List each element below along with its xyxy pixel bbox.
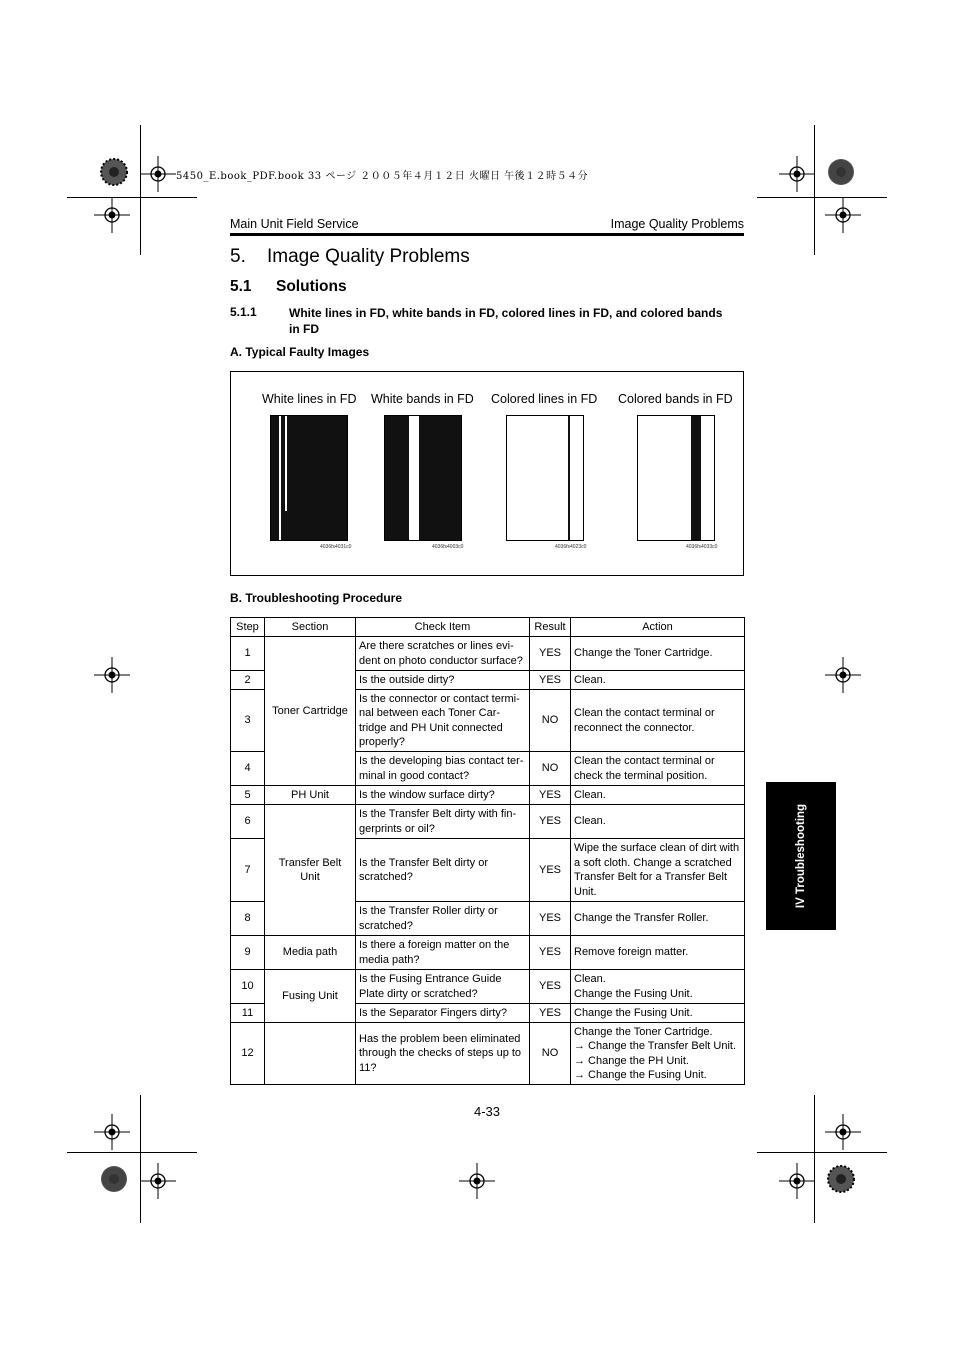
step-cell: 5: [231, 786, 265, 805]
section-heading: [230, 278, 347, 296]
registration-mark-icon: [94, 1114, 130, 1150]
heading-title: Image Quality Problems: [267, 246, 470, 267]
column-header: Step: [231, 618, 265, 637]
starburst-target-icon: [827, 1165, 855, 1193]
figure-code: 4036fs4033c0: [686, 544, 718, 550]
action-cell: Change the Transfer Roller.: [571, 902, 745, 936]
step-cell: 1: [231, 637, 265, 671]
running-header-right: Image Quality Problems: [610, 217, 744, 231]
registration-mark-icon: [779, 156, 815, 192]
white-bands-sample-image: [384, 415, 462, 541]
check-item-cell: Is the Separator Fingers dirty?: [356, 1004, 530, 1023]
column-header: Action: [571, 618, 745, 637]
action-line: Change the Toner Cartridge.: [574, 1025, 713, 1038]
check-item-cell: Is the Fusing Entrance Guide Plate dirty or scratched?: [356, 970, 530, 1004]
action-cell: Clean.: [571, 805, 745, 839]
check-item-cell: Is there a foreign matter on the media path?: [356, 936, 530, 970]
table-row: [231, 786, 745, 805]
step-cell: 8: [231, 902, 265, 936]
colored-lines-sample-image: [506, 415, 584, 541]
result-cell: YES: [530, 805, 571, 839]
step-cell: 12: [231, 1023, 265, 1085]
registration-mark-icon: [779, 1163, 815, 1199]
step-cell: 7: [231, 839, 265, 902]
colored-bands-sample-image: [637, 415, 715, 541]
table-row: [231, 970, 745, 1004]
crop-mark: [67, 197, 197, 198]
chapter-heading: [230, 246, 470, 268]
faulty-images-figure: [230, 371, 744, 576]
registration-mark-icon: [825, 197, 861, 233]
heading-number: 5.1: [230, 278, 252, 295]
column-header: Section: [265, 618, 356, 637]
action-line: → Change the Transfer Belt Unit.: [574, 1040, 737, 1052]
troubleshooting-table: [230, 617, 745, 1085]
figure-label-white-bands: White bands in FD: [371, 392, 474, 406]
result-cell: NO: [530, 1023, 571, 1085]
table-row: [231, 1023, 745, 1085]
step-cell: 3: [231, 690, 265, 752]
crop-mark: [814, 1095, 815, 1223]
white-lines-sample-image: [270, 415, 348, 541]
crop-mark: [140, 1095, 141, 1223]
check-item-cell: Is the developing bias contact ter-minal in good contact?: [356, 752, 530, 786]
heading-title: Solutions: [276, 278, 347, 295]
action-cell: Change the Fusing Unit.: [571, 1004, 745, 1023]
result-cell: YES: [530, 902, 571, 936]
action-cell: Change the Toner Cartridge.: [571, 637, 745, 671]
registration-mark-icon: [140, 1163, 176, 1199]
chapter-side-tab[interactable]: [766, 782, 836, 930]
step-cell: 10: [231, 970, 265, 1004]
action-line: Clean.: [574, 973, 606, 985]
step-cell: 6: [231, 805, 265, 839]
section-a-title: A. Typical Faulty Images: [230, 345, 370, 359]
result-cell: YES: [530, 637, 571, 671]
check-item-cell: Is the window surface dirty?: [356, 786, 530, 805]
figure-label-white-lines: White lines in FD: [262, 392, 357, 406]
action-cell: [571, 1023, 745, 1085]
action-cell: Wipe the surface clean of dirt with a soft cloth. Change a scratched Transfer Belt for a Transfer Belt Unit.: [571, 839, 745, 902]
section-cell: Fusing Unit: [265, 970, 356, 1023]
action-line: Change the Fusing Unit.: [574, 987, 693, 1000]
figure-label-colored-bands: Colored bands in FD: [618, 392, 733, 406]
page-number: 4-33: [474, 1104, 501, 1119]
result-cell: YES: [530, 671, 571, 690]
heading-title: White lines in FD, white bands in FD, colored lines in FD, and colored bands in FD: [289, 306, 723, 336]
action-cell: Remove foreign matter.: [571, 936, 745, 970]
heading-number: 5.1.1: [230, 305, 257, 319]
registration-mark-icon: [825, 657, 861, 693]
step-cell: 9: [231, 936, 265, 970]
result-cell: YES: [530, 1004, 571, 1023]
section-cell: Media path: [265, 936, 356, 970]
result-cell: YES: [530, 970, 571, 1004]
action-cell: Clean.: [571, 786, 745, 805]
crop-mark: [757, 197, 887, 198]
registration-mark-icon: [825, 1114, 861, 1150]
check-item-cell: Has the problem been eliminated through the checks of steps up to 11?: [356, 1023, 530, 1085]
check-item-cell: Is the Transfer Roller dirty or scratched?: [356, 902, 530, 936]
table-row: [231, 936, 745, 970]
step-cell: 2: [231, 671, 265, 690]
crop-mark: [67, 1152, 197, 1153]
action-line: → Change the Fusing Unit.: [574, 1069, 707, 1081]
section-b-title: B. Troubleshooting Procedure: [230, 591, 403, 605]
starburst-target-icon: [100, 158, 128, 186]
action-cell: Clean the contact terminal or check the terminal position.: [571, 752, 745, 786]
column-header: Result: [530, 618, 571, 637]
check-item-cell: Is the outside dirty?: [356, 671, 530, 690]
starburst-target-icon: [827, 158, 855, 186]
action-cell: Clean the contact terminal or reconnect the connector.: [571, 690, 745, 752]
registration-mark-icon: [140, 156, 176, 192]
result-cell: YES: [530, 936, 571, 970]
check-item-cell: Is the Transfer Belt dirty with fin-gerprints or oil?: [356, 805, 530, 839]
figure-label-colored-lines: Colored lines in FD: [491, 392, 598, 406]
registration-mark-icon: [94, 657, 130, 693]
figure-code: 4036fs4031c0: [320, 544, 352, 550]
registration-mark-icon: [459, 1163, 495, 1199]
result-cell: NO: [530, 690, 571, 752]
column-header: Check Item: [356, 618, 530, 637]
check-item-cell: Is the Transfer Belt dirty or scratched?: [356, 839, 530, 902]
section-cell: PH Unit: [265, 786, 356, 805]
table-row: [231, 805, 745, 839]
print-info: 5450_E.book_PDF.book 33 ページ ２００５年４月１２日 火曜日 午後１２時５４分: [176, 171, 589, 182]
heading-number: 5.: [230, 246, 246, 267]
header-rule: [230, 233, 744, 236]
registration-mark-icon: [94, 197, 130, 233]
table-row: [231, 637, 745, 671]
result-cell: NO: [530, 752, 571, 786]
section-cell: Toner Cartridge: [265, 637, 356, 786]
action-cell: Clean.: [571, 671, 745, 690]
section-cell: Transfer Belt Unit: [265, 805, 356, 936]
step-cell: 4: [231, 752, 265, 786]
check-item-cell: Are there scratches or lines evi-dent on photo conductor surface?: [356, 637, 530, 671]
result-cell: YES: [530, 786, 571, 805]
table-header-row: [231, 618, 745, 637]
action-line: → Change the PH Unit.: [574, 1054, 689, 1067]
figure-code: 4036fs4003c0: [432, 544, 464, 550]
crop-mark: [757, 1152, 887, 1153]
result-cell: YES: [530, 839, 571, 902]
action-cell: [571, 970, 745, 1004]
check-item-cell: Is the connector or contact termi-nal between each Toner Car-tridge and PH Unit connected properly?: [356, 690, 530, 752]
side-tab-label: IV Troubleshooting: [795, 803, 807, 909]
section-cell: [265, 1023, 356, 1085]
starburst-target-icon: [100, 1165, 128, 1193]
figure-code: 4036fs4023c0: [555, 544, 587, 550]
step-cell: 11: [231, 1004, 265, 1023]
running-header-left: Main Unit Field Service: [230, 217, 359, 231]
